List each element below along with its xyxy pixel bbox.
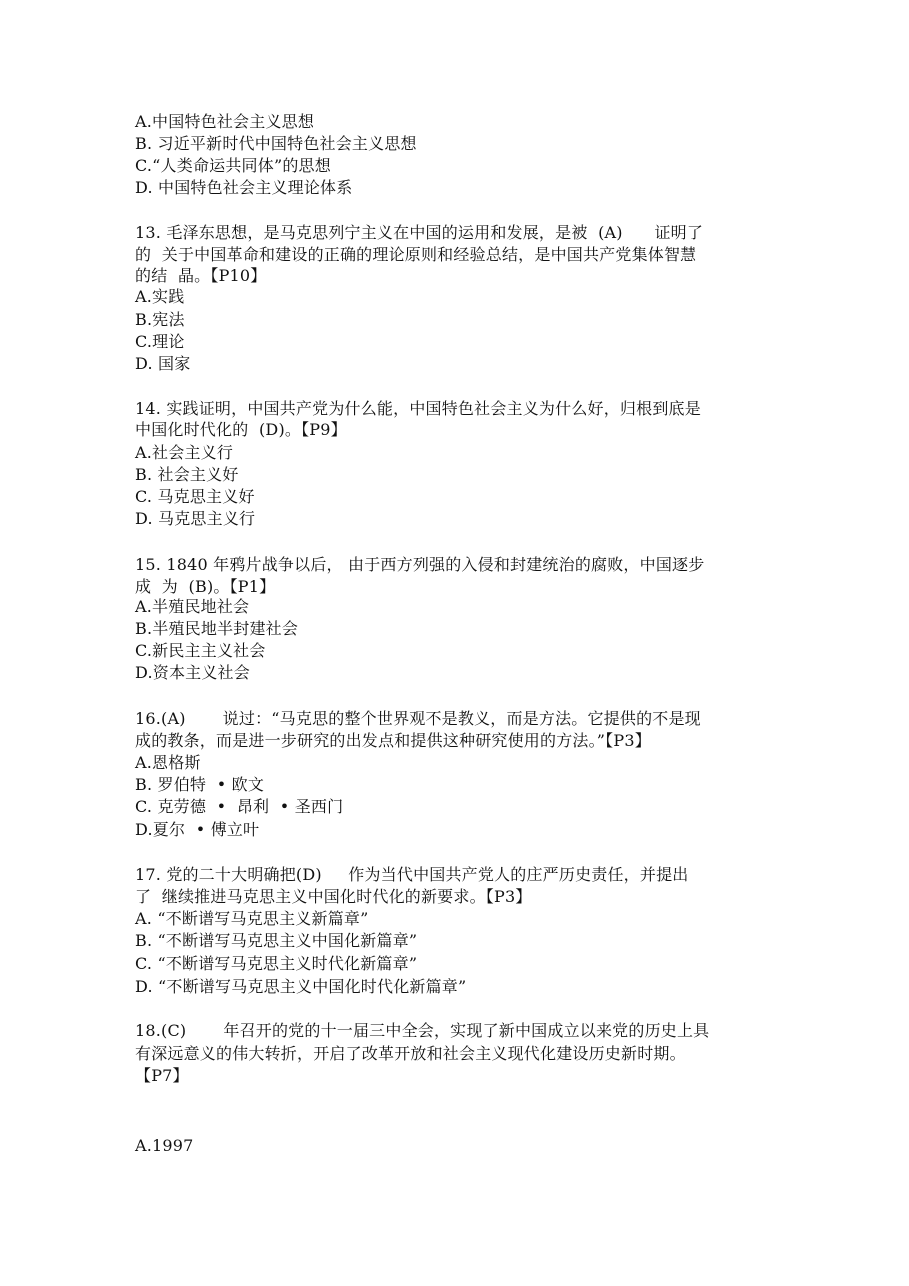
q12-option-c: C.“人类命运共同体”的思想 [135, 156, 331, 175]
q13-option-b: B.宪法 [135, 310, 185, 329]
q12-option-d: D. 中国特色社会主义理论体系 [135, 178, 353, 197]
q12-option-b: B. 习近平新时代中国特色社会主义思想 [135, 134, 417, 153]
q17-option-d: D. “不断谱写马克思主义中国化时代化新篇章” [135, 977, 467, 996]
q13-stem-line-1: 13. 毛泽东思想，是马克思列宁主义在中国的运用和发展，是被 (A) 证明了 [135, 223, 704, 242]
q18-stem-line-1: 18.(C) 年召开的党的十一届三中全会，实现了新中国成立以来党的历史上具 [135, 1021, 710, 1040]
q15-option-b: B.半殖民地半封建社会 [135, 619, 299, 638]
q13-option-d: D. 国家 [135, 354, 191, 373]
q15-option-d: D.资本主义社会 [135, 663, 250, 682]
q17-stem-line-1: 17. 党的二十大明确把(D) 作为当代中国共产党人的庄严历史责任，并提出 [135, 865, 689, 884]
q17-stem-line-2: 了 继续推进马克思主义中国化时代化的新要求。【P3】 [135, 887, 532, 906]
q14-option-d: D. 马克思主义行 [135, 509, 256, 528]
q16-option-a: A.恩格斯 [135, 753, 201, 772]
q17-option-b: B. “不断谱写马克思主义中国化新篇章” [135, 931, 418, 950]
q15-option-a: A.半殖民地社会 [135, 597, 250, 616]
q14-stem-line-2: 中国化时代化的 (D)。【P9】 [135, 420, 347, 439]
q16-option-d: D.夏尔 • 傅立叶 [135, 820, 260, 839]
q15-option-c: C.新民主主义社会 [135, 641, 266, 660]
q18-stem-line-3: 【P7】 [135, 1066, 189, 1085]
q17-option-a: A. “不断谱写马克思主义新篇章” [135, 909, 369, 928]
q15-stem-line-2: 成 为 (B)。【P1】 [135, 577, 276, 596]
q14-option-a: A.社会主义行 [135, 443, 234, 462]
q13-option-c: C.理论 [135, 332, 185, 351]
q16-stem-line-2: 成的教条，而是进一步研究的出发点和提供这种研究使用的方法。”【P3】 [135, 731, 651, 750]
q12-option-a: A.中国特色社会主义思想 [135, 112, 315, 131]
q16-option-c: C. 克劳德 • 昂利 • 圣西门 [135, 797, 344, 816]
q13-stem-line-2: 的 关于中国革命和建设的正确的理论原则和经验总结，是中国共产党集体智慧 [135, 245, 697, 264]
q14-stem-line-1: 14. 实践证明，中国共产党为什么能，中国特色社会主义为什么好，归根到底是 [135, 399, 701, 418]
q18-stem-line-2: 有深远意义的伟大转折，开启了改革开放和社会主义现代化建设历史新时期。 [135, 1044, 686, 1063]
q16-stem-line-1: 16.(A) 说过：“马克思的整个世界观不是教义，而是方法。它提供的不是现 [135, 709, 701, 728]
q14-option-b: B. 社会主义好 [135, 465, 239, 484]
q13-option-a: A.实践 [135, 287, 185, 306]
q14-option-c: C. 马克思主义好 [135, 487, 255, 506]
q17-option-c: C. “不断谱写马克思主义时代化新篇章” [135, 954, 418, 973]
q18-option-a: A.1997 [135, 1136, 194, 1155]
q15-stem-line-1: 15. 1840 年鸦片战争以后， 由于西方列强的入侵和封建统治的腐败，中国逐步 [135, 555, 705, 574]
q13-stem-line-3: 的结 晶。【P10】 [135, 266, 267, 285]
q16-option-b: B. 罗伯特 • 欧文 [135, 775, 265, 794]
